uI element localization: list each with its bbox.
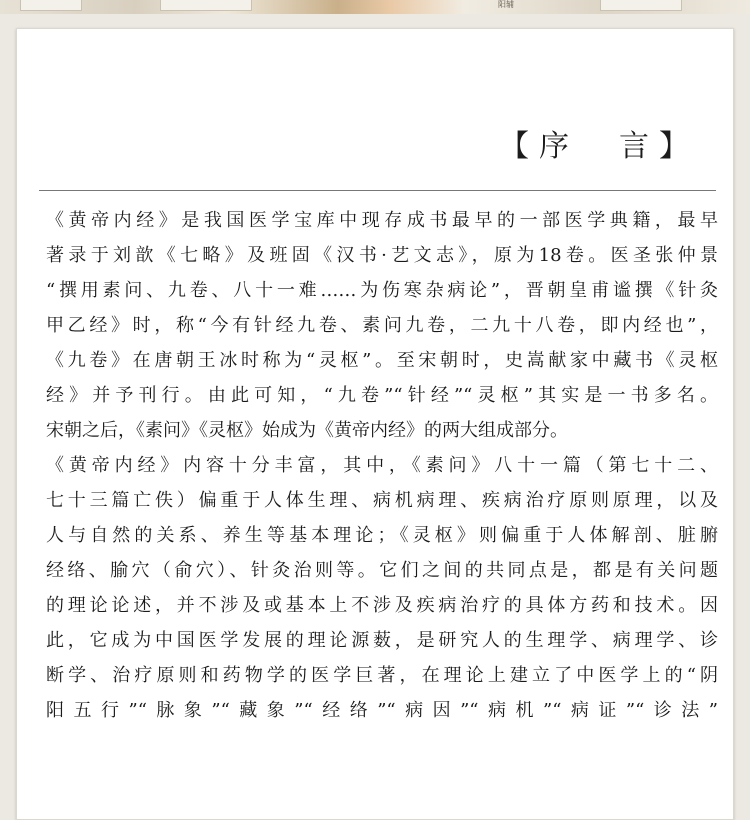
text-line: 的理论论述，并不涉及或基本上不涉及疾病治疗的具体方药和技术。因 — [46, 595, 718, 616]
paragraph-2 — [46, 448, 718, 728]
text-line: 《黄帝内经》内容十分丰富，其中，《素问》八十一篇（第七十二、 — [46, 455, 718, 476]
paragraph-1 — [46, 203, 718, 448]
section-title: 【序 言】 — [499, 129, 699, 165]
text-line: 《黄帝内经》是我国医学宝库中现存成书最早的一部医学典籍，最早 — [46, 210, 718, 231]
book-cover-strip — [0, 0, 750, 14]
text-line: 人与自然的关系、养生等基本理论；《灵枢》则偏重于人体解剖、脏腑 — [46, 525, 718, 546]
text-line: 七十三篇亡佚）偏重于人体生理、病机病理、疾病治疗原则原理，以及 — [46, 490, 718, 511]
text-line: 经络、腧穴（俞穴）、针灸治则等。它们之间的共同点是，都是有关问题 — [46, 560, 718, 581]
text-line: “撰用素问、九卷、八十一难……为伤寒杂病论”，晋朝皇甫谧撰《针灸 — [46, 280, 718, 301]
document-page — [16, 28, 734, 820]
title-divider — [39, 190, 716, 191]
text-line: 《九卷》在唐朝王冰时称为“灵枢”。至宋朝时，史嵩献家中藏书《灵枢 — [46, 350, 718, 371]
text-line: 著录于刘歆《七略》及班固《汉书·艺文志》，原为18卷。医圣张仲景 — [46, 245, 718, 266]
text-line: 断学、治疗原则和药物学的医学巨著，在理论上建立了中医学上的“阴 — [46, 665, 718, 686]
cover-frame — [160, 0, 252, 11]
text-line: 宋朝之后，《素问》《灵枢》始成为《黄帝内经》的两大组成部分。 — [46, 420, 568, 441]
cover-frame — [20, 0, 82, 11]
text-line: 阳五行”“脉象”“藏象”“经络”“病因”“病机”“病证”“诊法” — [46, 700, 718, 721]
text-line: 经》并予刊行。由此可知，“九卷”“针经”“灵枢”其实是一书多名。 — [46, 385, 718, 406]
cover-frame — [600, 0, 682, 11]
preface-body — [46, 203, 718, 728]
text-line: 此，它成为中国医学发展的理论源薮，是研究人的生理学、病理学、诊 — [46, 630, 718, 651]
cover-label: 阳辅 — [498, 0, 514, 9]
text-line: 甲乙经》时，称“今有针经九卷、素问九卷，二九十八卷，即内经也”， — [46, 315, 718, 336]
